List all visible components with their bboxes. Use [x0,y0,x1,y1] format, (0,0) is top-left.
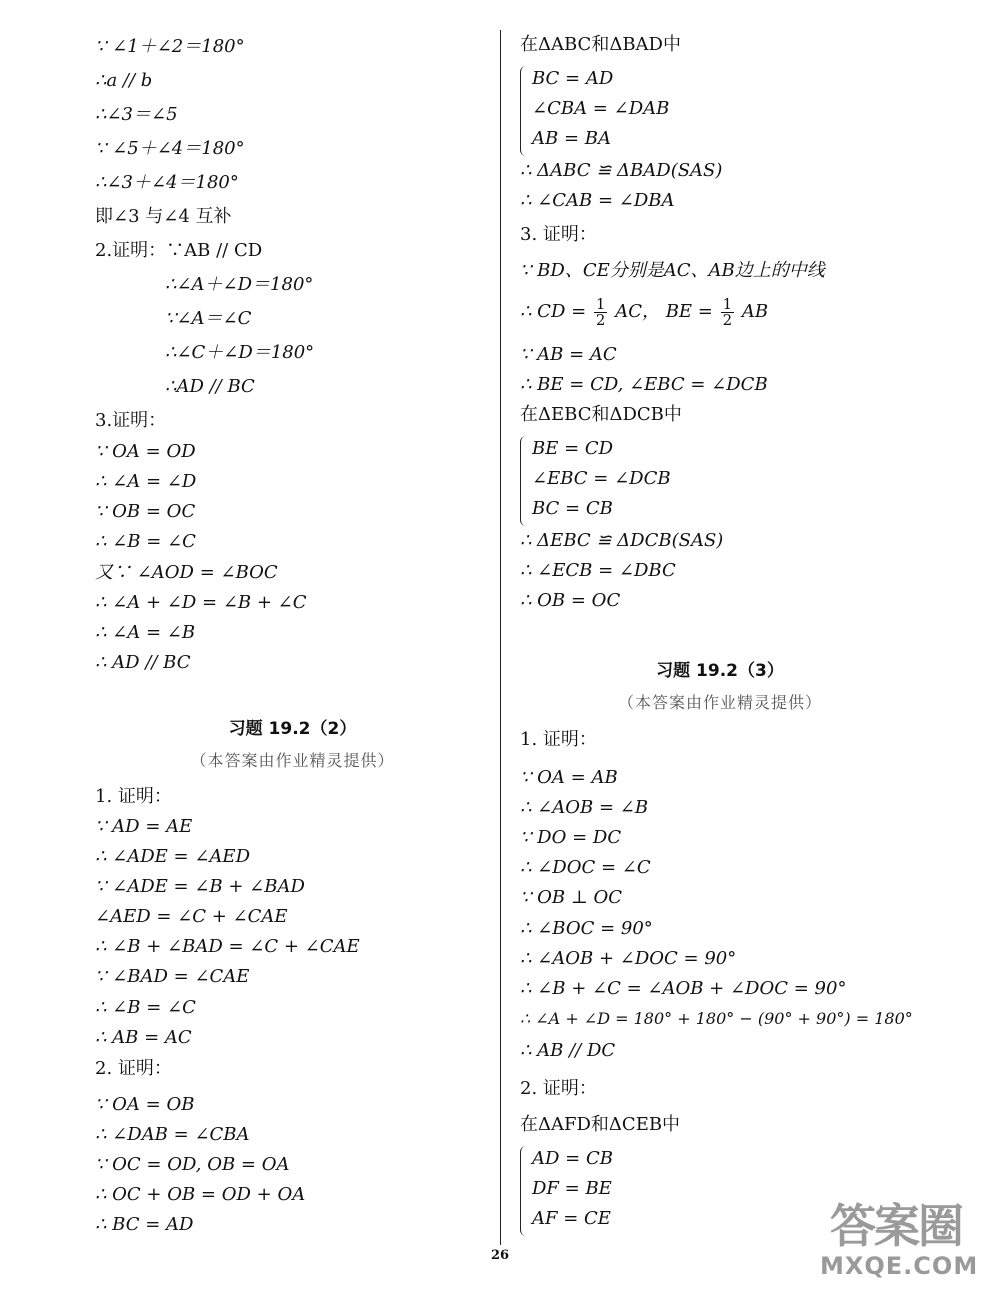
proof-line: ∵ OC = OD, OB = OA [95,1154,290,1175]
proof-line: ∵ BD、CE分别是AC、AB边上的中线 [520,260,825,281]
fraction [721,294,735,329]
proof-line: ∴ ∠BOC = 90° [520,918,653,939]
proof-line: 即∠3 与∠4 互补 [95,206,232,227]
braced-line: BC = CB [532,498,613,519]
proof-line: ∴ ΔABC ≌ ΔBAD(SAS) [520,160,723,181]
proof-line: ∴ ∠DAB = ∠CBA [95,1124,250,1145]
fraction-text: AB [741,301,769,322]
proof-label: 3.证明： [95,410,167,431]
proof-line: ∴ ∠A + ∠D = ∠B + ∠C [95,592,307,613]
fraction-numerator: 1 [722,294,733,313]
section-title: 习题 19.2（2） [228,719,357,739]
braced-line: DF = BE [532,1178,612,1199]
proof-line: 在ΔAFD和ΔCEB中 [520,1114,681,1135]
proof-line: ∵ ∠5＋∠4＝180° [95,138,245,159]
braced-line: BC = AD [532,68,614,89]
proof-line: ∵∠A＝∠C [165,308,252,329]
proof-line: ∵ AB = AC [520,344,617,365]
fraction [594,294,608,329]
proof-line: ∴ ∠CAB = ∠DBA [520,190,675,211]
braced-line: ∠EBC = ∠DCB [532,468,671,489]
section-title: 习题 19.2（3） [656,661,784,681]
proof-line: ∴ ∠DOC = ∠C [520,857,651,878]
proof-line: ∴ ∠B + ∠BAD = ∠C + ∠CAE [95,936,360,957]
section-subtitle: （本答案由作业精灵提供） [190,751,395,770]
proof-line: ∠AED = ∠C + ∠CAE [95,906,288,927]
proof-line: ∴ ∠B = ∠C [95,997,196,1018]
proof-line: ∴∠A＋∠D＝180° [165,274,314,295]
proof-line: ∴∠C＋∠D＝180° [165,342,315,363]
proof-line: ∴ OC + OB = OD + OA [95,1184,306,1205]
proof-line: ∴∠3＋∠4＝180° [95,172,239,193]
proof-line: ∵ DO = DC [520,827,622,848]
proof-line: ∴ BC = AD [95,1214,194,1235]
proof-label: 1. 证明： [95,786,172,807]
braced-line: AF = CE [532,1208,611,1229]
proof-line: ∵ ∠ADE = ∠B + ∠BAD [95,876,305,897]
fraction-line [520,292,768,332]
proof-line: ∵ ∠1＋∠2＝180° [95,36,245,57]
proof-line: ∴ ∠ECB = ∠DBC [520,560,676,581]
proof-line: ∴ OB = OC [520,590,621,611]
proof-line: ∴AD // BC [165,376,255,397]
proof-label: 1. 证明： [520,729,597,750]
watermark-site: MXQE.COM [820,1252,979,1280]
proof-line: ∵ OA = AB [520,767,618,788]
proof-line: 2.证明：∵AB // CD [95,240,263,261]
brace [520,66,529,156]
brace [520,1146,529,1236]
proof-label: 2. 证明： [95,1058,172,1079]
proof-line: ∵ ∠BAD = ∠CAE [95,966,250,987]
proof-line: ∴ ∠ADE = ∠AED [95,846,251,867]
braced-line: BE = CD [532,438,614,459]
proof-line: ∵ AD = AE [95,816,193,837]
proof-line: ∴ ∠A = ∠B [95,622,196,643]
proof-line: ∵ OA = OD [95,441,196,462]
page-number: 26 [490,1248,510,1263]
proof-line: ∴ BE = CD, ∠EBC = ∠DCB [520,374,768,395]
fraction-denominator: 2 [722,310,733,329]
proof-line: ∴ ∠A = ∠D [95,471,197,492]
proof-line: 在ΔABC和ΔBAD中 [520,34,681,55]
proof-line: 在ΔEBC和ΔDCB中 [520,404,682,425]
proof-line: ∴ ∠AOB = ∠B [520,797,649,818]
braced-line: AB = BA [532,128,611,149]
braced-line: ∠CBA = ∠DAB [532,98,670,119]
column-divider [500,30,501,1245]
fraction-denominator: 2 [595,310,606,329]
proof-line: ∴a // b [95,70,153,91]
section-subtitle: （本答案由作业精灵提供） [617,693,822,712]
watermark [820,1190,990,1285]
brace [520,436,529,526]
proof-line: ∴ ∠B + ∠C = ∠AOB + ∠DOC = 90° [520,978,847,999]
fraction-text: AC， BE = [615,301,713,322]
proof-line: ∴ AD // BC [95,652,191,673]
proof-line: ∴ ∠A + ∠D = 180° + 180° − (90° + 90°) = 180° [520,1009,913,1028]
proof-line: ∵ OB ⊥ OC [520,887,623,908]
proof-line: 又∵ ∠AOD = ∠BOC [95,562,278,583]
proof-label: 3. 证明： [520,224,597,245]
proof-line: ∴ ∠AOB + ∠DOC = 90° [520,948,737,969]
proof-line: ∴∠3＝∠5 [95,104,178,125]
fraction-numerator: 1 [595,294,606,313]
proof-label: 2. 证明： [520,1078,597,1099]
proof-line: ∴ AB = AC [95,1027,192,1048]
fraction-text: ∴ CD = [520,301,587,322]
proof-line: ∴ ΔEBC ≌ ΔDCB(SAS) [520,530,724,551]
braced-line: AD = CB [532,1148,613,1169]
proof-line: ∴ AB // DC [520,1040,616,1061]
proof-line: ∵ OB = OC [95,501,196,522]
proof-line: ∴ ∠B = ∠C [95,531,196,552]
watermark-logo: 答案圈 [830,1199,962,1253]
proof-line: ∵ OA = OB [95,1094,195,1115]
